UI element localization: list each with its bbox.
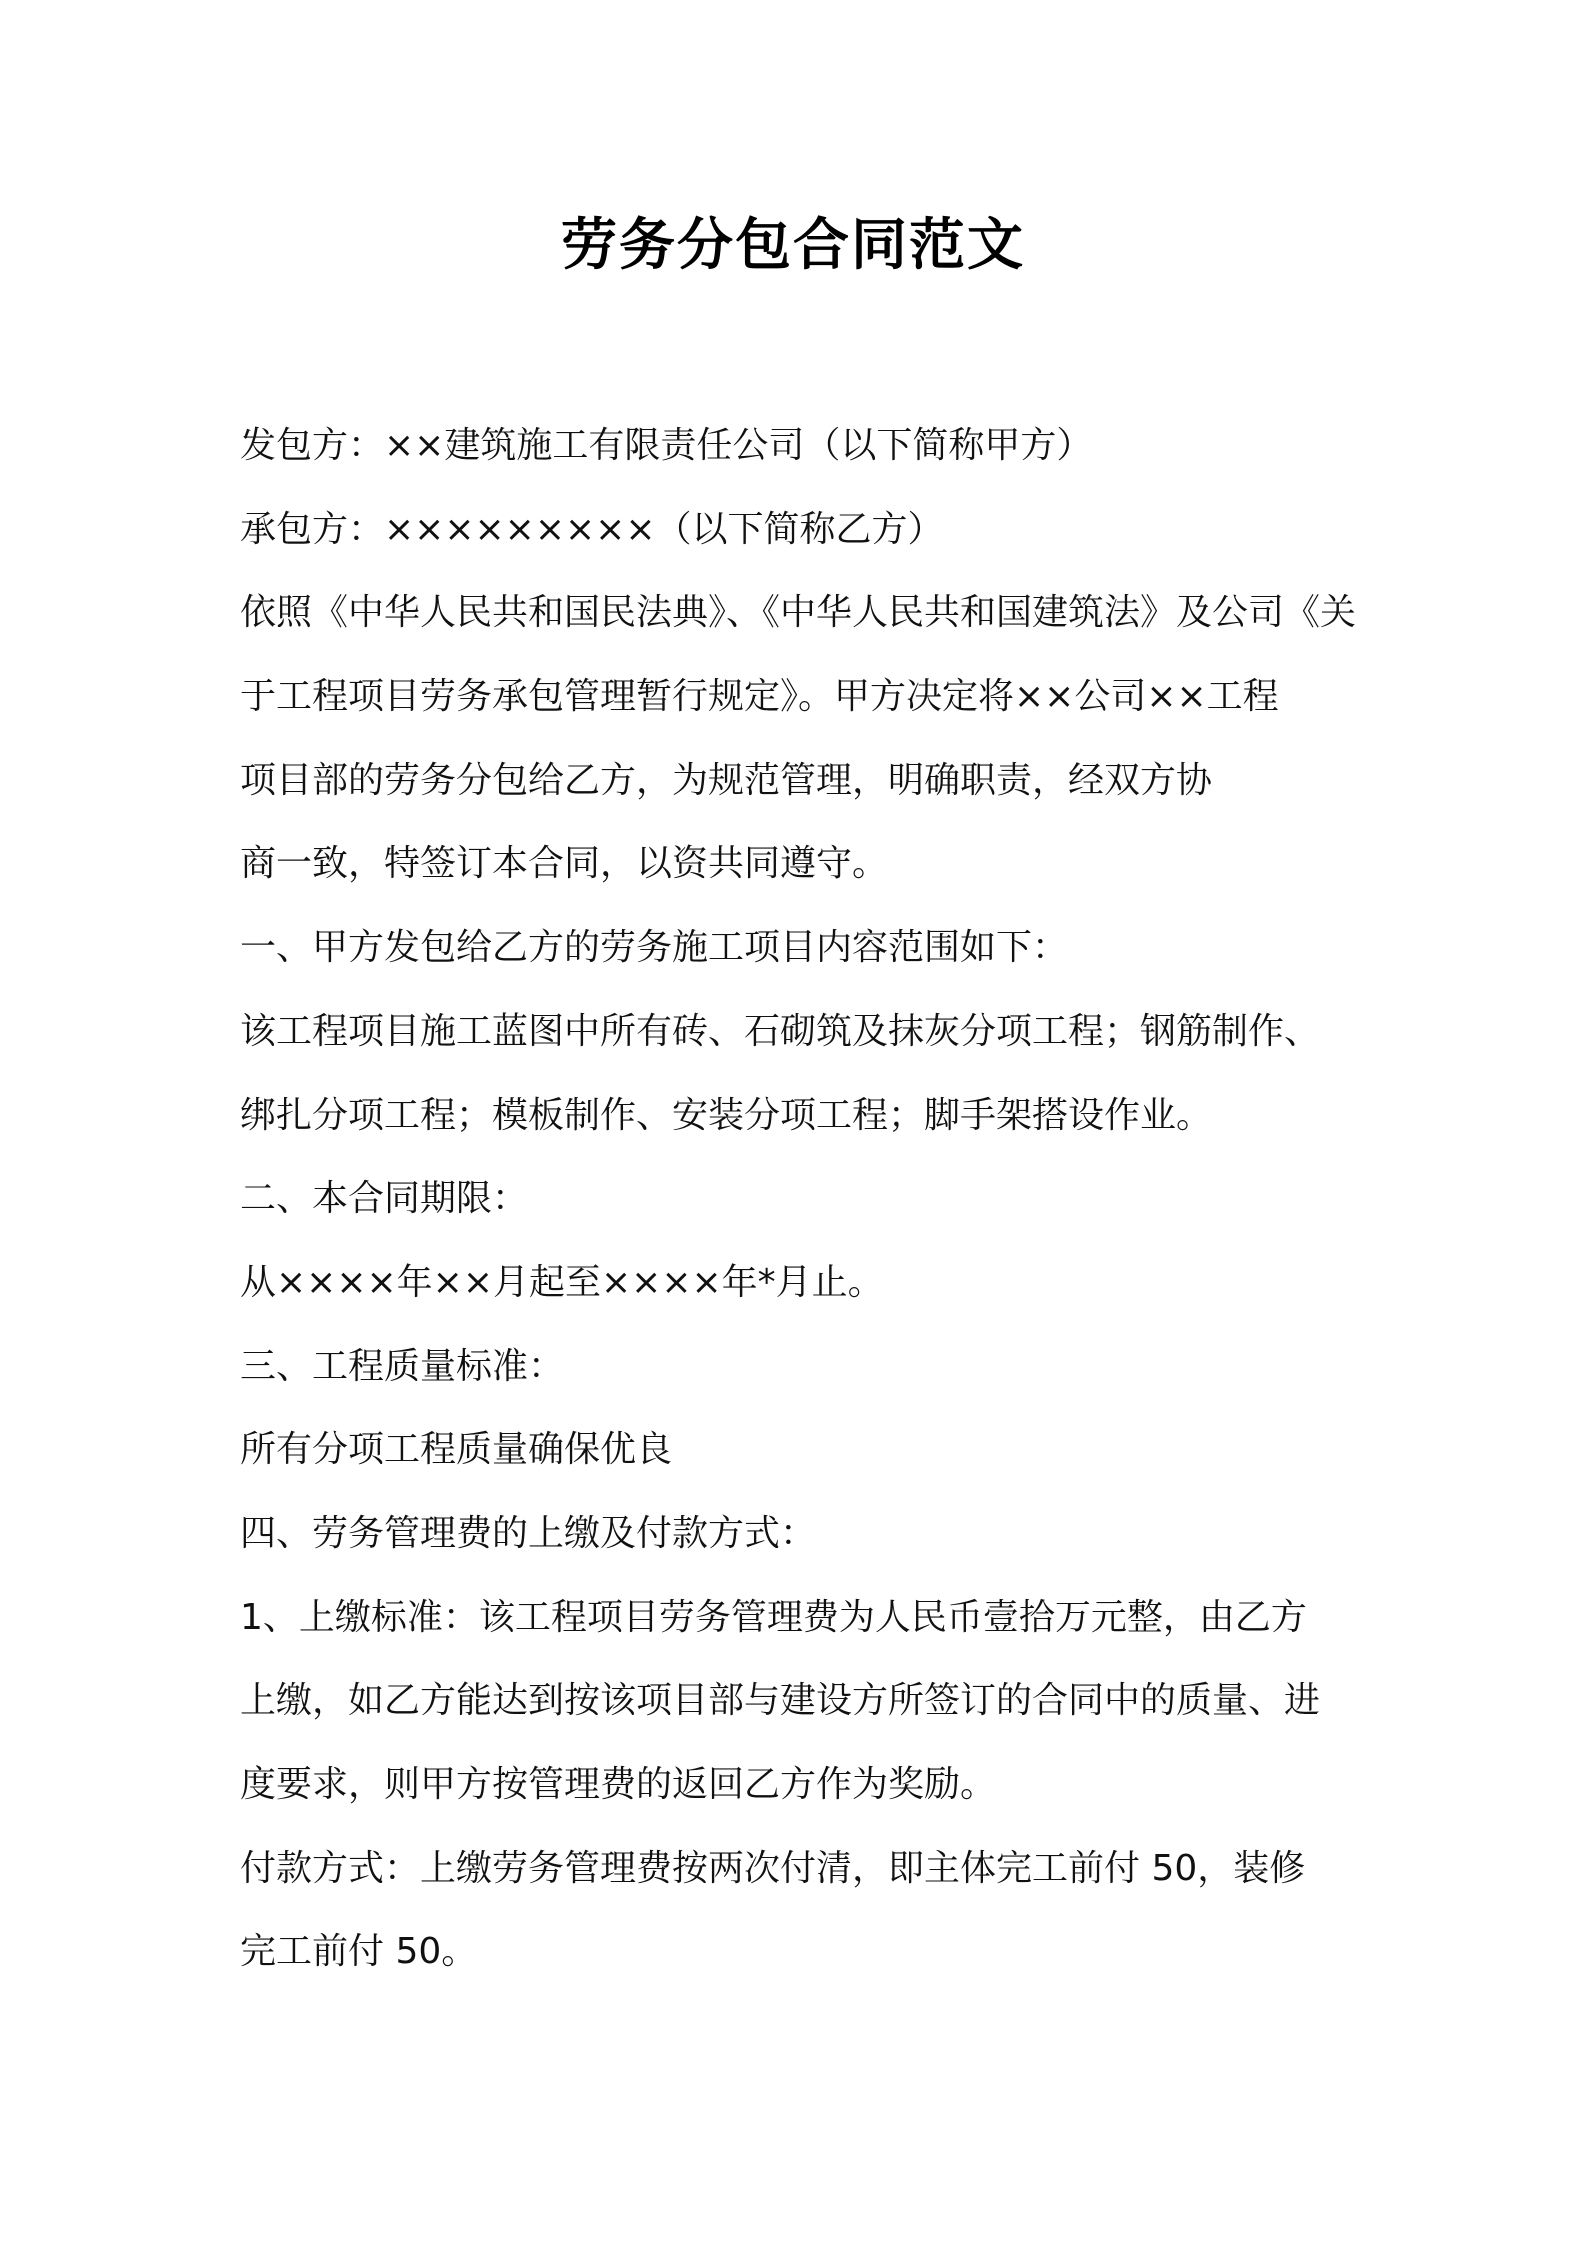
text-line: 度要求，则甲方按管理费的返回乙方作为奖励。 (240, 1764, 997, 1805)
text-line: 所有分项工程质量确保优良 (240, 1429, 673, 1471)
text-line: 1、上缴标准：该工程项目劳务管理费为人民币壹拾万元整，由乙方 (240, 1596, 1307, 1638)
document-body (240, 404, 1360, 1994)
text-line: 该工程项目施工蓝图中所有砖、石砌筑及抹灰分项工程；钢筋制作、 (240, 1010, 1321, 1052)
text-line: 付款方式：上缴劳务管理费按两次付清，即主体完工前付 50，装修 (240, 1847, 1306, 1889)
text-line: 于工程项目劳务承包管理暂行规定》。甲方决定将××公司××工程 (240, 676, 1279, 718)
text-line: 商一致，特签订本合同，以资共同遵守。 (240, 843, 889, 885)
text-line: 发包方：××建筑施工有限责任公司（以下简称甲方） (240, 425, 1093, 466)
document-title: 劳务分包合同范文 (561, 213, 1025, 278)
section-heading: 一、甲方发包给乙方的劳务施工项目内容范围如下： (240, 927, 1069, 969)
section-heading: 三、工程质量标准： (240, 1345, 565, 1387)
text-line: 依照《中华人民共和国民法典》、《中华人民共和国建筑法》及公司《关 (240, 592, 1357, 634)
section-heading: 二、本合同期限： (240, 1178, 529, 1220)
section-heading: 四、劳务管理费的上缴及付款方式： (240, 1512, 817, 1554)
text-line: 上缴，如乙方能达到按该项目部与建设方所签订的合同中的质量、进 (240, 1680, 1321, 1722)
text-line: 完工前付 50。 (240, 1931, 478, 1973)
text-line: 绑扎分项工程；模板制作、安装分项工程；脚手架搭设作业。 (240, 1094, 1213, 1136)
text-line: 项目部的劳务分包给乙方，为规范管理，明确职责，经双方协 (240, 759, 1213, 801)
text-line: 从××××年××月起至××××年*月止。 (240, 1261, 884, 1303)
text-line: 承包方：×××××××××（以下简称乙方） (240, 508, 944, 550)
